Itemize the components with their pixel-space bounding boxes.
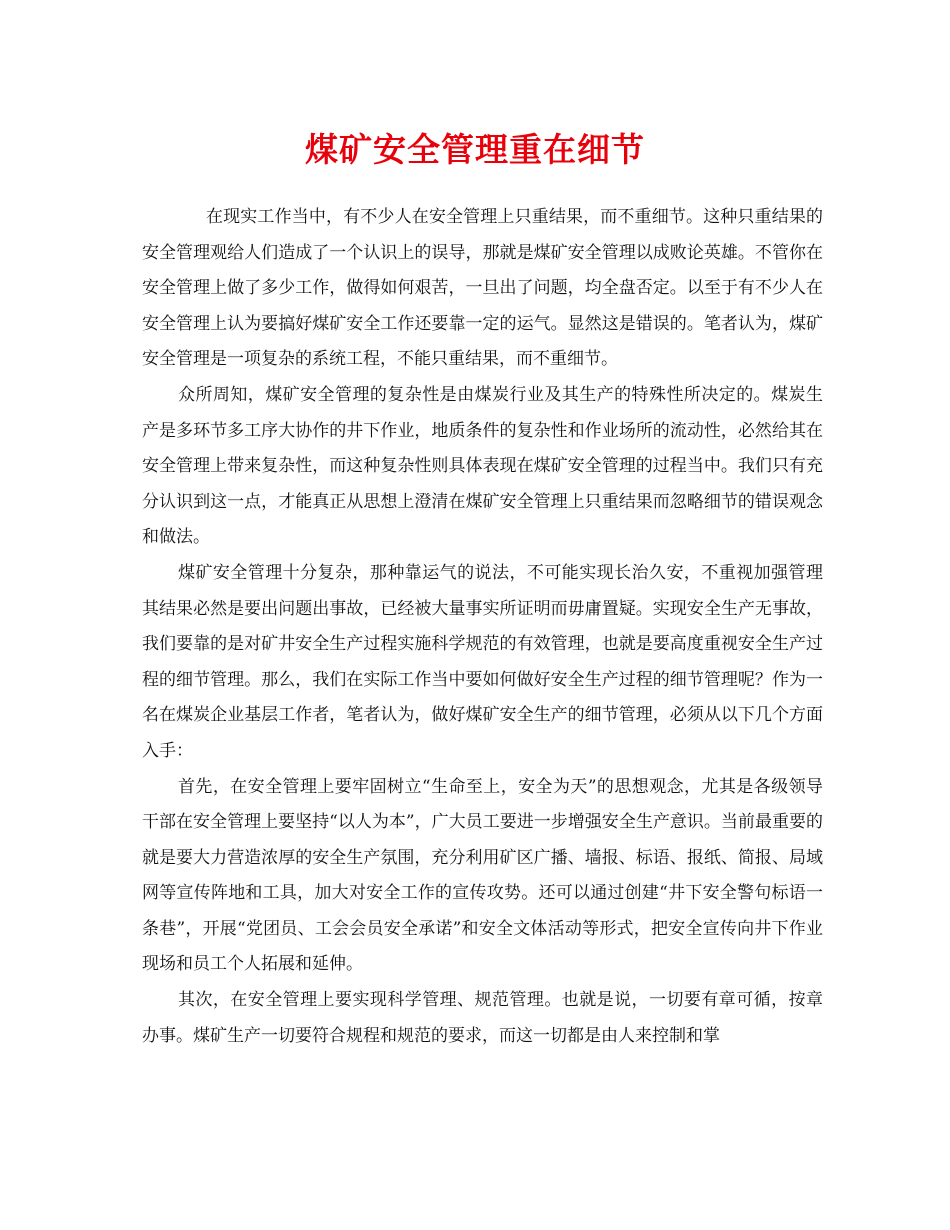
paragraph-1: 在现实工作当中，有不少人在安全管理上只重结果，而不重细节。这种只重结果的安全管理观给人们造成了一个认识上的误导，那就是煤矿安全管理以成败论英雄。不管你在安全管理上做了多少工作，做得如何艰苦，一旦出了问题，均全盘否定。以至于有不少人在安全管理上认为要搞好煤矿安全工作还要靠一定的运气。显然这是错误的。笔者认为，煤矿安全管理是一项复杂的系统工程，不能只重结果，而不重细节。 (142, 207, 823, 370)
document-title: 煤矿安全管理重在细节 (305, 130, 645, 169)
paragraph-3: 煤矿安全管理十分复杂，那种靠运气的说法，不可能实现长治久安，不重视加强管理其结果必然是要出问题出事故，已经被大量事实所证明而毋庸置疑。实现安全生产无事故，我们要靠的是对矿井安全生产过程实施科学规范的有效管理，也就是要高度重视安全生产过程的细节管理。那么，我们在实际工作当中要如何做好安全生产过程的细节管理呢？作为一名在煤炭企业基层工作者，笔者认为，做好煤矿安全生产的细节管理，必须从以下几个方面入手： (142, 562, 823, 761)
document-body (142, 200, 823, 1054)
paragraph-4: 首先，在安全管理上要牢固树立“生命至上，安全为天”的思想观念，尤其是各级领导干部在安全管理上要坚持“以人为本”，广大员工要进一步增强安全生产意识。当前最重要的就是要大力营造浓厚的安全生产氛围，充分利用矿区广播、墙报、标语、报纸、简报、局域网等宣传阵地和工具，加大对安全工作的宣传攻势。还可以通过创建“井下安全警句标语一条巷”，开展“党团员、工会会员安全承诺”和安全文体活动等形式，把安全宣传向井下作业现场和员工个人拓展和延伸。 (142, 776, 823, 975)
paragraph-5: 其次，在安全管理上要实现科学管理、规范管理。也就是说，一切要有章可循，按章办事。煤矿生产一切要符合规程和规范的要求，而这一切都是由人来控制和掌 (142, 990, 823, 1046)
paragraph-2: 众所周知，煤矿安全管理的复杂性是由煤炭行业及其生产的特殊性所决定的。煤炭生产是多环节多工序大协作的井下作业，地质条件的复杂性和作业场所的流动性，必然给其在安全管理上带来复杂性，而这种复杂性则具体表现在煤矿安全管理的过程当中。我们只有充分认识到这一点，才能真正从思想上澄清在煤矿安全管理上只重结果而忽略细节的错误观念和做法。 (142, 384, 823, 548)
